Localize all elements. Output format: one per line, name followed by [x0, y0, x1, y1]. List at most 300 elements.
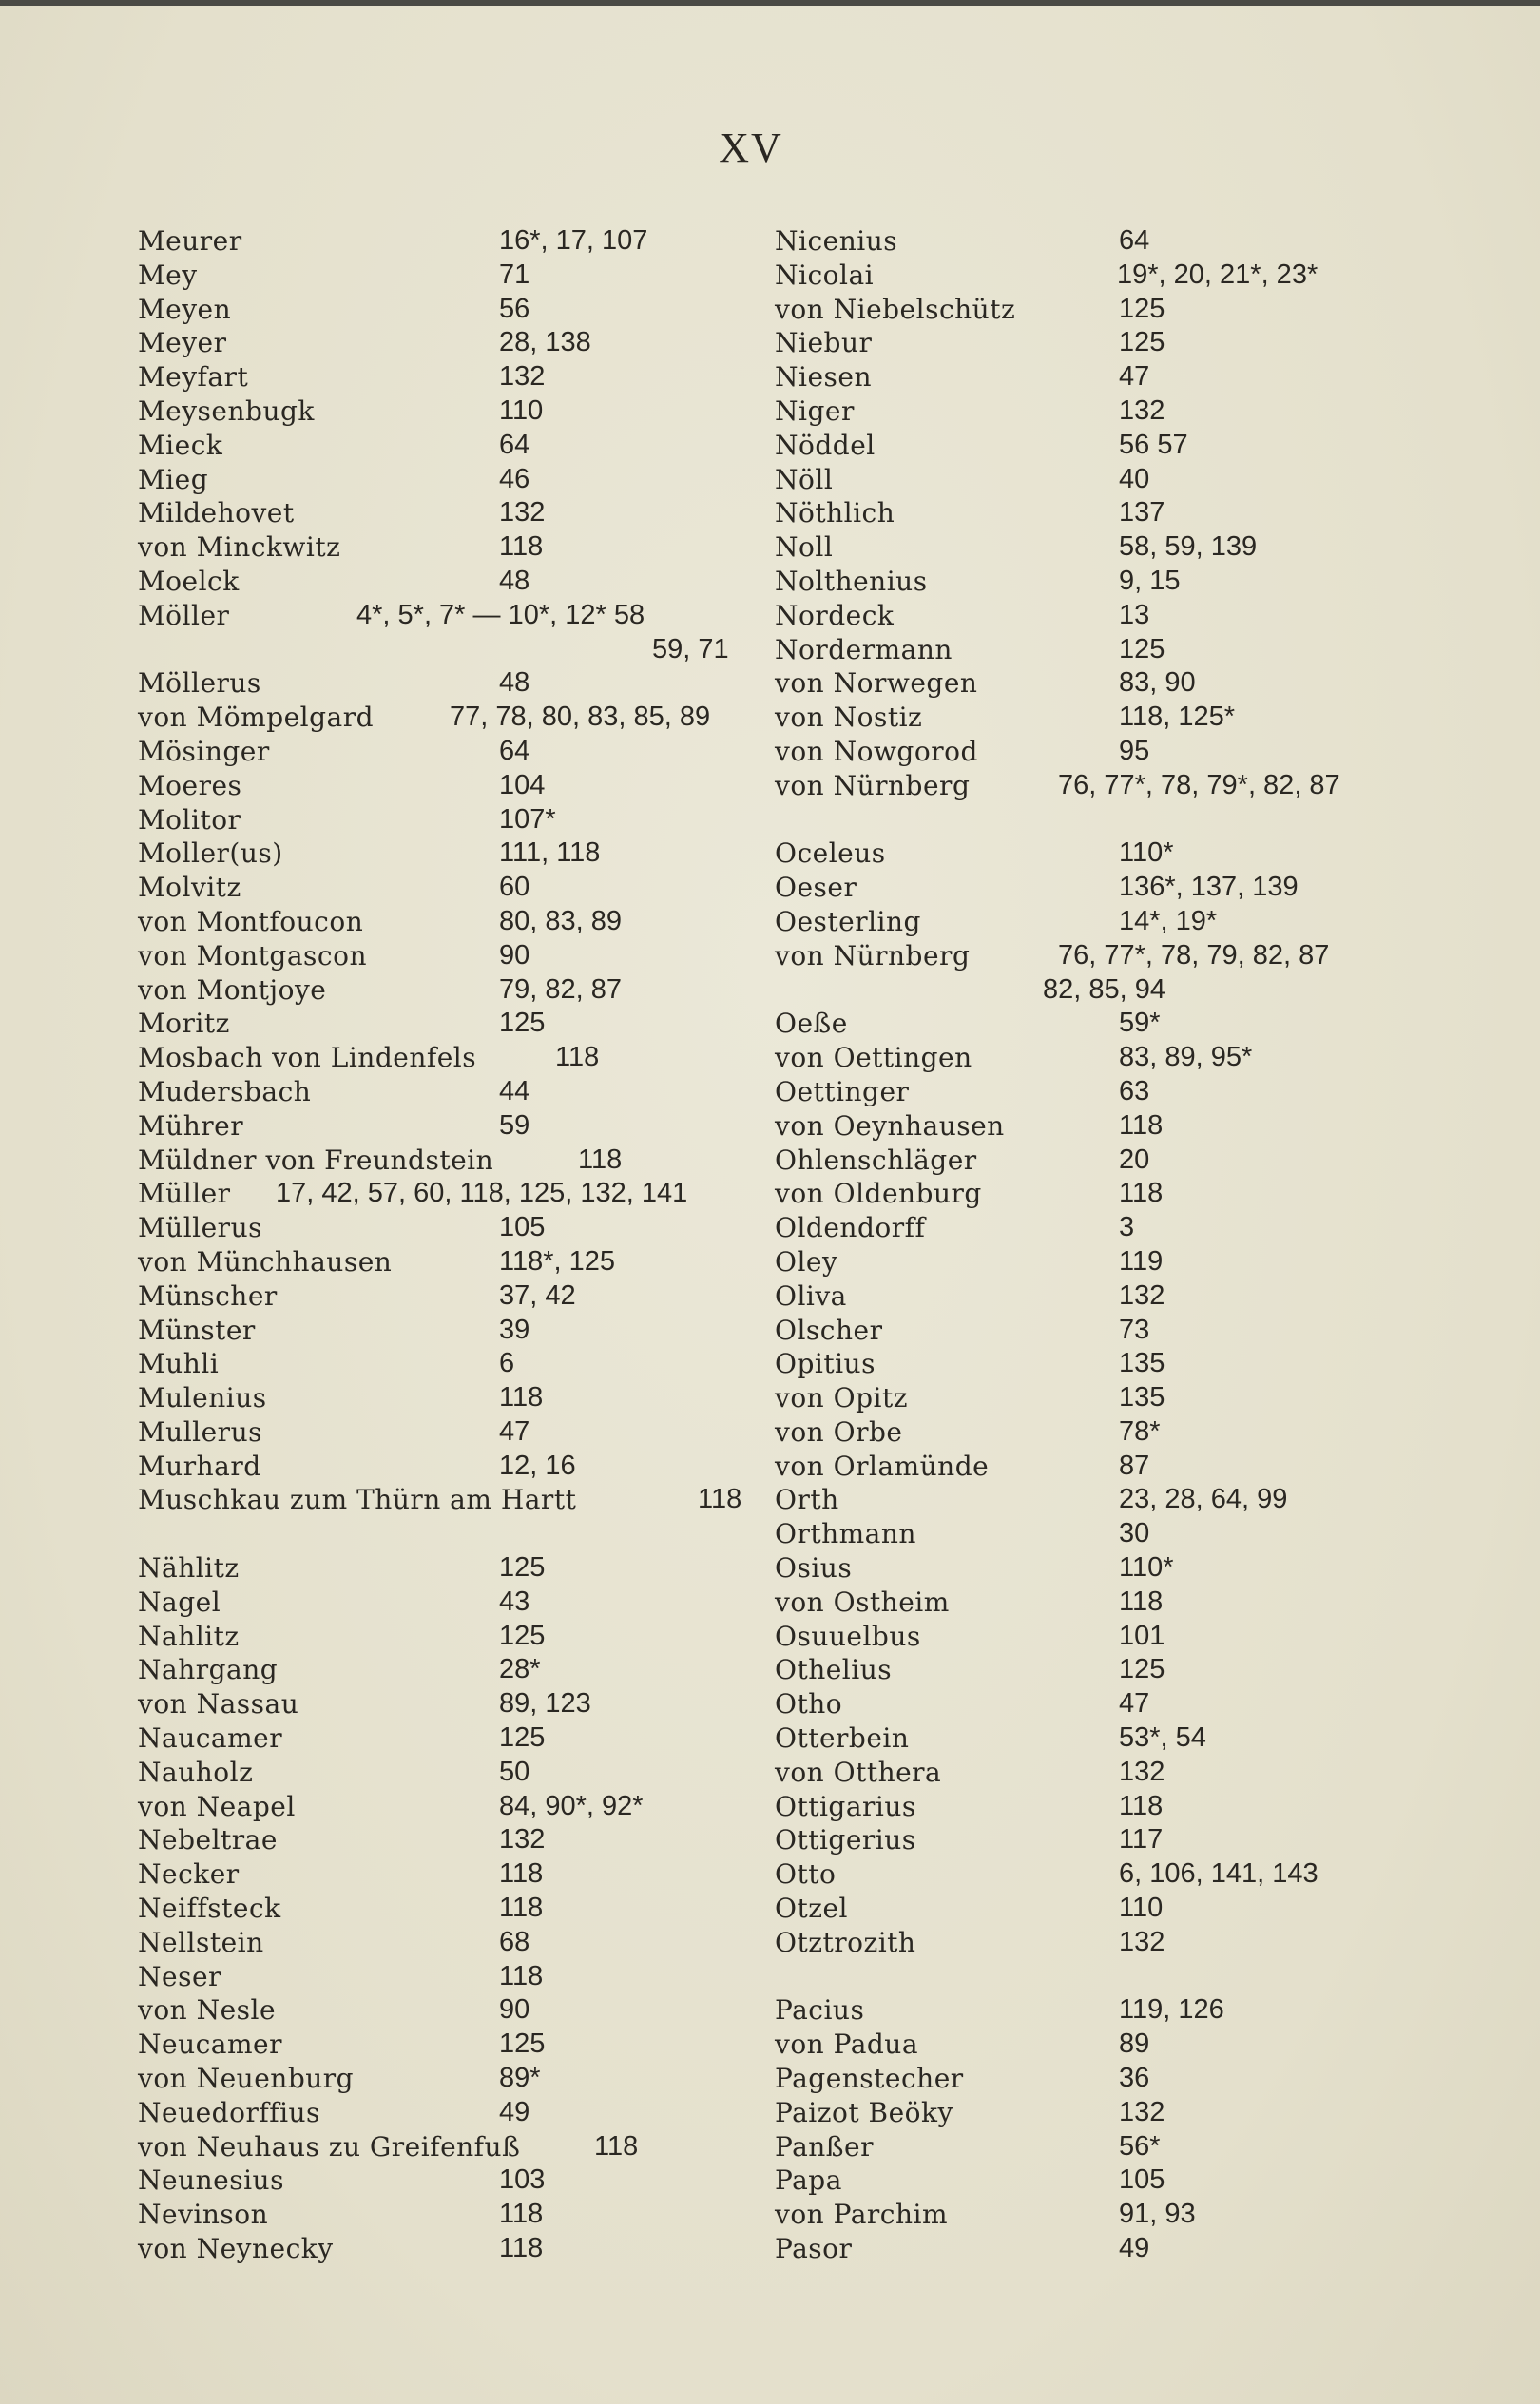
entry-pages: 125	[1119, 327, 1165, 358]
entry-pages: 104	[499, 769, 546, 800]
index-entry	[138, 1314, 765, 1348]
index-entry	[138, 1823, 765, 1857]
entry-pages: 118	[499, 2199, 544, 2230]
entry-name: Oesterling	[775, 905, 921, 937]
entry-name: von Oettingen	[775, 1042, 972, 1074]
entry-pages: 111, 118	[499, 837, 601, 869]
index-entry	[775, 1721, 1421, 1756]
index-entry	[138, 2130, 765, 2164]
entry-name: von Neuenburg	[138, 2063, 355, 2095]
entry-pages: 76, 77*, 78, 79*, 82, 87	[1058, 769, 1340, 800]
index-entry	[775, 1144, 1421, 1178]
index-entry	[775, 326, 1421, 360]
entry-name: von Niebelschütz	[775, 293, 1016, 325]
entry-pages: 118	[555, 1042, 600, 1073]
entry-pages: 30	[1119, 1518, 1150, 1549]
entry-name: Nordermann	[775, 633, 953, 665]
entry-name: von Münchhausen	[138, 1245, 393, 1278]
index-entry	[138, 360, 765, 394]
entry-pages: 9, 15	[1119, 565, 1181, 596]
entry-pages: 59*	[1119, 1008, 1161, 1039]
entry-name: Meyen	[138, 293, 232, 325]
entry-pages: 118	[1119, 1586, 1164, 1617]
index-entry	[138, 496, 765, 530]
index-entry	[775, 599, 1421, 633]
entry-pages: 64	[499, 429, 530, 460]
entry-pages: 90	[499, 1994, 530, 2026]
index-entry	[138, 2062, 765, 2096]
entry-name: Nebeltrae	[138, 1824, 278, 1856]
entry-name: Nicenius	[775, 225, 898, 257]
entry-pages: 107*	[499, 803, 556, 835]
entry-name: von Padua	[775, 2029, 919, 2061]
entry-pages: 47	[499, 1415, 530, 1447]
index-entry	[138, 1415, 765, 1450]
index-entry	[138, 1041, 765, 1075]
index-entry	[775, 1823, 1421, 1857]
entry-pages: 63	[1119, 1075, 1150, 1106]
entry-pages: 118	[594, 2130, 639, 2162]
entry-name: von Montgascon	[138, 939, 367, 971]
entry-name: Muschkau zum Thürn am Hartt	[138, 1484, 577, 1516]
index-entry	[138, 259, 765, 293]
index-entry	[775, 1007, 1421, 1041]
entry-name: von Neuhaus zu Greifenfuß	[138, 2130, 521, 2163]
index-entry	[775, 2062, 1421, 2096]
index-entry	[138, 1926, 765, 1960]
entry-pages: 132	[1119, 394, 1165, 426]
index-entry	[138, 599, 765, 633]
entry-name: von Orlamünde	[775, 1450, 990, 1482]
entry-name: Nöll	[775, 463, 834, 495]
entry-name: Mildehovet	[138, 497, 295, 529]
entry-name: von Nostiz	[775, 702, 923, 734]
entry-pages: 47	[1119, 361, 1150, 393]
entry-pages: 12, 16	[499, 1450, 576, 1481]
entry-pages: 56*	[1119, 2130, 1161, 2162]
entry-name: von Neapel	[138, 1790, 296, 1822]
index-entry	[138, 837, 765, 871]
entry-pages: 118*, 125	[499, 1245, 616, 1277]
entry-pages-continued: 82, 85, 94	[1043, 973, 1165, 1005]
entry-name: Osius	[775, 1552, 853, 1585]
entry-name: Moller(us)	[138, 837, 283, 870]
entry-pages: 53*, 54	[1119, 1722, 1206, 1754]
entry-pages: 125	[499, 1722, 546, 1754]
entry-pages: 6	[499, 1348, 515, 1379]
entry-pages: 68	[499, 1926, 530, 1957]
entry-pages: 125	[1119, 293, 1165, 324]
entry-pages: 64	[499, 735, 530, 766]
entry-name: Otho	[775, 1688, 843, 1721]
entry-pages: 64	[1119, 225, 1150, 256]
entry-pages: 110*	[1119, 837, 1174, 869]
index-entry	[775, 1415, 1421, 1450]
index-entry	[138, 871, 765, 905]
index-entry	[775, 1756, 1421, 1790]
index-entry	[775, 905, 1421, 939]
entry-name: Möller	[138, 599, 230, 631]
entry-name: Naucamer	[138, 1722, 283, 1755]
index-entry	[775, 394, 1421, 429]
entry-name: Niesen	[775, 361, 872, 394]
entry-name: Muhli	[138, 1348, 220, 1380]
entry-pages: 77, 78, 80, 83, 85, 89	[450, 702, 711, 733]
entry-name: Paizot Beöky	[775, 2096, 953, 2128]
index-entry	[138, 1109, 765, 1144]
index-entry	[138, 1551, 765, 1586]
index-entry	[775, 1177, 1421, 1211]
entry-pages: 91, 93	[1119, 2199, 1196, 2230]
entry-name: Nählitz	[138, 1552, 240, 1585]
entry-name: Möllerus	[138, 667, 261, 700]
entry-name: von Montjoye	[138, 973, 327, 1006]
index-entry	[775, 1892, 1421, 1926]
entry-name: Pacius	[775, 1994, 865, 2027]
entry-name: von Oeynhausen	[775, 1109, 1005, 1142]
entry-pages: 36	[1119, 2063, 1150, 2094]
entry-pages: 17, 42, 57, 60, 118, 125, 132, 141	[276, 1178, 688, 1209]
entry-name: Neunesius	[138, 2164, 284, 2197]
entry-pages: 49	[499, 2096, 530, 2127]
index-entry	[138, 905, 765, 939]
index-entry	[138, 463, 765, 497]
entry-pages: 13	[1119, 599, 1150, 630]
entry-pages: 118	[1119, 1790, 1164, 1821]
entry-name: Necker	[138, 1858, 240, 1891]
entry-name: Oceleus	[775, 837, 886, 870]
entry-pages: 110	[499, 394, 544, 426]
entry-pages: 118	[1119, 1109, 1164, 1141]
entry-pages: 39	[499, 1314, 530, 1345]
entry-name: Moeres	[138, 769, 242, 801]
index-entry	[775, 1620, 1421, 1654]
entry-pages: 60	[499, 872, 530, 903]
entry-pages: 76, 77*, 78, 79, 82, 87	[1058, 939, 1330, 971]
entry-name: Niebur	[775, 327, 873, 359]
entry-pages: 6, 106, 141, 143	[1119, 1858, 1319, 1890]
index-entry	[775, 1245, 1421, 1279]
entry-name: Panßer	[775, 2130, 874, 2163]
entry-pages: 14*, 19*	[1119, 905, 1218, 936]
entry-pages: 58, 59, 139	[1119, 531, 1258, 563]
group-gap	[138, 1517, 765, 1551]
index-entry	[138, 1007, 765, 1041]
index-entry	[138, 973, 765, 1008]
entry-name: Moritz	[138, 1008, 230, 1040]
entry-name: Opitius	[775, 1348, 876, 1380]
entry-name: Niger	[775, 394, 855, 427]
index-entry	[775, 701, 1421, 735]
index-entry	[775, 1075, 1421, 1109]
entry-name: Ottigerius	[775, 1824, 916, 1856]
index-entry	[138, 1653, 765, 1687]
index-entry	[138, 1687, 765, 1721]
index-entry	[775, 1041, 1421, 1075]
entry-name: Neiffsteck	[138, 1893, 281, 1925]
index-entry	[775, 2096, 1421, 2130]
entry-name: Mosbach von Lindenfels	[138, 1042, 477, 1074]
entry-pages: 125	[499, 1552, 546, 1584]
entry-pages: 28, 138	[499, 327, 591, 358]
entry-name: von Ostheim	[775, 1586, 950, 1618]
index-entry	[138, 1450, 765, 1484]
entry-pages: 50	[499, 1756, 530, 1787]
entry-name: Meurer	[138, 225, 242, 257]
index-entry	[138, 1790, 765, 1824]
entry-name: von Nürnberg	[775, 769, 971, 801]
entry-name: Müller	[138, 1178, 231, 1210]
entry-pages: 118	[1119, 1178, 1164, 1209]
index-entry	[138, 1620, 765, 1654]
index-entry	[138, 1857, 765, 1892]
entry-pages: 28*	[499, 1654, 541, 1685]
entry-pages: 71	[499, 259, 530, 290]
entry-pages: 119	[1119, 1245, 1164, 1277]
index-entry	[775, 1314, 1421, 1348]
index-entry	[138, 293, 765, 327]
entry-pages: 3	[1119, 1212, 1135, 1243]
entry-name: Ottigarius	[775, 1790, 916, 1822]
index-entry	[138, 394, 765, 429]
entry-name: von Montfoucon	[138, 905, 364, 937]
index-entry	[138, 565, 765, 599]
entry-pages: 103	[499, 2164, 546, 2196]
entry-pages: 135	[1119, 1382, 1165, 1414]
entry-name: Murhard	[138, 1450, 261, 1482]
index-entry	[775, 1790, 1421, 1824]
entry-name: Oley	[775, 1245, 838, 1278]
entry-pages: 118	[499, 1893, 544, 1924]
entry-pages: 105	[499, 1212, 546, 1243]
index-entry	[775, 837, 1421, 871]
index-entry	[138, 429, 765, 463]
index-entry	[138, 1960, 765, 1994]
index-entry	[138, 1347, 765, 1381]
index-entry	[775, 496, 1421, 530]
index-entry	[775, 1857, 1421, 1892]
entry-pages: 20	[1119, 1144, 1150, 1175]
index-entry	[138, 769, 765, 803]
index-entry-continuation	[138, 633, 765, 667]
index-entry	[775, 1653, 1421, 1687]
entry-pages: 132	[1119, 1279, 1165, 1311]
entry-pages: 118	[578, 1144, 623, 1175]
entry-pages: 118	[698, 1484, 742, 1515]
entry-name: von Otthera	[775, 1756, 942, 1788]
entry-name: Mieck	[138, 429, 223, 461]
index-column-right	[775, 224, 1421, 2266]
entry-name: Oettinger	[775, 1075, 910, 1107]
entry-pages: 48	[499, 565, 530, 596]
index-entry	[138, 326, 765, 360]
entry-name: Mulenius	[138, 1382, 267, 1414]
entry-pages: 48	[499, 667, 530, 699]
index-entry	[775, 1586, 1421, 1620]
entry-name: Otto	[775, 1858, 837, 1891]
entry-pages: 118, 125*	[1119, 702, 1236, 733]
entry-name: Münscher	[138, 1279, 278, 1312]
entry-name: Nöthlich	[775, 497, 895, 529]
entry-pages: 95	[1119, 735, 1150, 766]
index-entry	[138, 2232, 765, 2266]
entry-name: von Minckwitz	[138, 531, 341, 564]
index-entry	[775, 769, 1421, 803]
entry-name: Neuedorffius	[138, 2096, 320, 2128]
index-entry	[138, 735, 765, 769]
entry-pages: 73	[1119, 1314, 1150, 1345]
index-entry	[138, 1756, 765, 1790]
entry-pages: 37, 42	[499, 1279, 576, 1311]
entry-pages: 132	[1119, 1926, 1165, 1957]
entry-pages: 78*	[1119, 1415, 1161, 1447]
entry-pages: 44	[499, 1075, 530, 1106]
index-entry	[775, 1347, 1421, 1381]
entry-pages: 56	[499, 293, 530, 324]
entry-name: Olscher	[775, 1314, 883, 1346]
entry-name: Pasor	[775, 2233, 853, 2265]
page-edge	[0, 0, 1540, 6]
entry-pages: 125	[499, 1620, 546, 1651]
entry-pages: 84, 90*, 92*	[499, 1790, 644, 1821]
entry-name: von Mömpelgard	[138, 702, 375, 734]
entry-name: Otztrozith	[775, 1926, 916, 1958]
entry-name: Müllerus	[138, 1212, 262, 1244]
entry-name: Münster	[138, 1314, 256, 1346]
entry-name: von Neynecky	[138, 2233, 334, 2265]
index-entry	[138, 1483, 765, 1517]
index-entry	[138, 1892, 765, 1926]
index-entry	[775, 735, 1421, 769]
entry-name: von Nesle	[138, 1994, 277, 2027]
index-entry	[138, 2028, 765, 2062]
index-entry	[775, 2198, 1421, 2232]
entry-name: Osuuelbus	[775, 1620, 921, 1652]
entry-pages: 135	[1119, 1348, 1165, 1379]
entry-pages: 46	[499, 463, 530, 494]
index-entry	[138, 939, 765, 973]
entry-pages: 132	[499, 497, 546, 529]
entry-name: Otzel	[775, 1893, 848, 1925]
entry-name: Nevinson	[138, 2199, 269, 2231]
entry-name: Mührer	[138, 1109, 244, 1142]
entry-pages: 101	[1119, 1620, 1165, 1651]
entry-pages: 23, 28, 64, 99	[1119, 1484, 1288, 1515]
entry-pages: 47	[1119, 1688, 1150, 1720]
index-entry	[138, 1075, 765, 1109]
index-entry	[775, 871, 1421, 905]
index-entry	[775, 1687, 1421, 1721]
entry-pages: 79, 82, 87	[499, 973, 622, 1005]
entry-pages: 132	[1119, 1756, 1165, 1787]
index-entry	[138, 1177, 765, 1211]
entry-pages: 117	[1119, 1824, 1164, 1856]
entry-name: Müldner von Freundstein	[138, 1144, 494, 1176]
entry-pages: 89	[1119, 2029, 1150, 2060]
index-entry	[775, 1211, 1421, 1245]
entry-name: Oldendorff	[775, 1212, 926, 1244]
entry-name: Meyer	[138, 327, 227, 359]
entry-pages: 43	[499, 1586, 530, 1617]
entry-name: Molitor	[138, 803, 241, 836]
index-entry	[775, 1517, 1421, 1551]
entry-name: Ohlenschläger	[775, 1144, 977, 1176]
index-entry	[775, 293, 1421, 327]
entry-pages: 118	[499, 2233, 544, 2264]
index-entry	[138, 1381, 765, 1415]
entry-pages: 89, 123	[499, 1688, 591, 1720]
entry-pages: 80, 83, 89	[499, 905, 622, 936]
index-entry-continuation	[775, 973, 1421, 1008]
index-column-left	[138, 224, 765, 2266]
index-entry	[775, 530, 1421, 565]
entry-pages: 83, 89, 95*	[1119, 1042, 1253, 1073]
entry-name: Oeße	[775, 1008, 848, 1040]
index-entry	[775, 1551, 1421, 1586]
index-entry	[138, 803, 765, 837]
entry-name: Moelck	[138, 565, 240, 597]
index-entry	[775, 1279, 1421, 1314]
index-entry	[138, 2164, 765, 2198]
entry-name: Mösinger	[138, 735, 270, 767]
entry-name: Nellstein	[138, 1926, 264, 1958]
entry-pages: 125	[1119, 1654, 1165, 1685]
index-entry	[775, 463, 1421, 497]
entry-name: von Norwegen	[775, 667, 978, 700]
entry-name: Mey	[138, 259, 198, 291]
index-entry	[138, 701, 765, 735]
entry-name: Otterbein	[775, 1722, 910, 1755]
index-entry	[775, 565, 1421, 599]
entry-name: Othelius	[775, 1654, 893, 1686]
index-entry	[775, 224, 1421, 259]
index-entry	[775, 360, 1421, 394]
index-entry	[775, 259, 1421, 293]
entry-name: Nahrgang	[138, 1654, 279, 1686]
index-entry	[775, 1450, 1421, 1484]
index-entry	[138, 1279, 765, 1314]
entry-name: Oliva	[775, 1279, 847, 1312]
entry-name: von Parchim	[775, 2199, 948, 2231]
entry-pages: 87	[1119, 1450, 1150, 1481]
index-entry	[775, 1381, 1421, 1415]
entry-name: von Nürnberg	[775, 939, 971, 971]
index-entry	[775, 2130, 1421, 2164]
index-entry	[138, 2096, 765, 2130]
entry-name: von Opitz	[775, 1382, 908, 1414]
entry-pages: 118	[499, 1382, 544, 1414]
index-entry	[138, 1144, 765, 1178]
entry-pages: 16*, 17, 107	[499, 225, 648, 256]
index-entry	[138, 1245, 765, 1279]
entry-name: Pagenstecher	[775, 2063, 964, 2095]
index-entry	[138, 1721, 765, 1756]
index-entry	[775, 1109, 1421, 1144]
entry-pages: 132	[499, 361, 546, 393]
entry-pages: 136*, 137, 139	[1119, 872, 1299, 903]
entry-name: Mullerus	[138, 1415, 262, 1448]
entry-pages-continued: 59, 71	[652, 633, 729, 664]
index-entry	[138, 1993, 765, 2028]
entry-pages: 49	[1119, 2233, 1150, 2264]
index-entry	[138, 2198, 765, 2232]
entry-name: Nicolai	[775, 259, 875, 291]
entry-name: von Nowgorod	[775, 735, 978, 767]
entry-name: Meyfart	[138, 361, 249, 394]
entry-name: Nauholz	[138, 1756, 254, 1788]
entry-pages: 119, 126	[1119, 1994, 1224, 2026]
entry-name: von Oldenburg	[775, 1178, 982, 1210]
